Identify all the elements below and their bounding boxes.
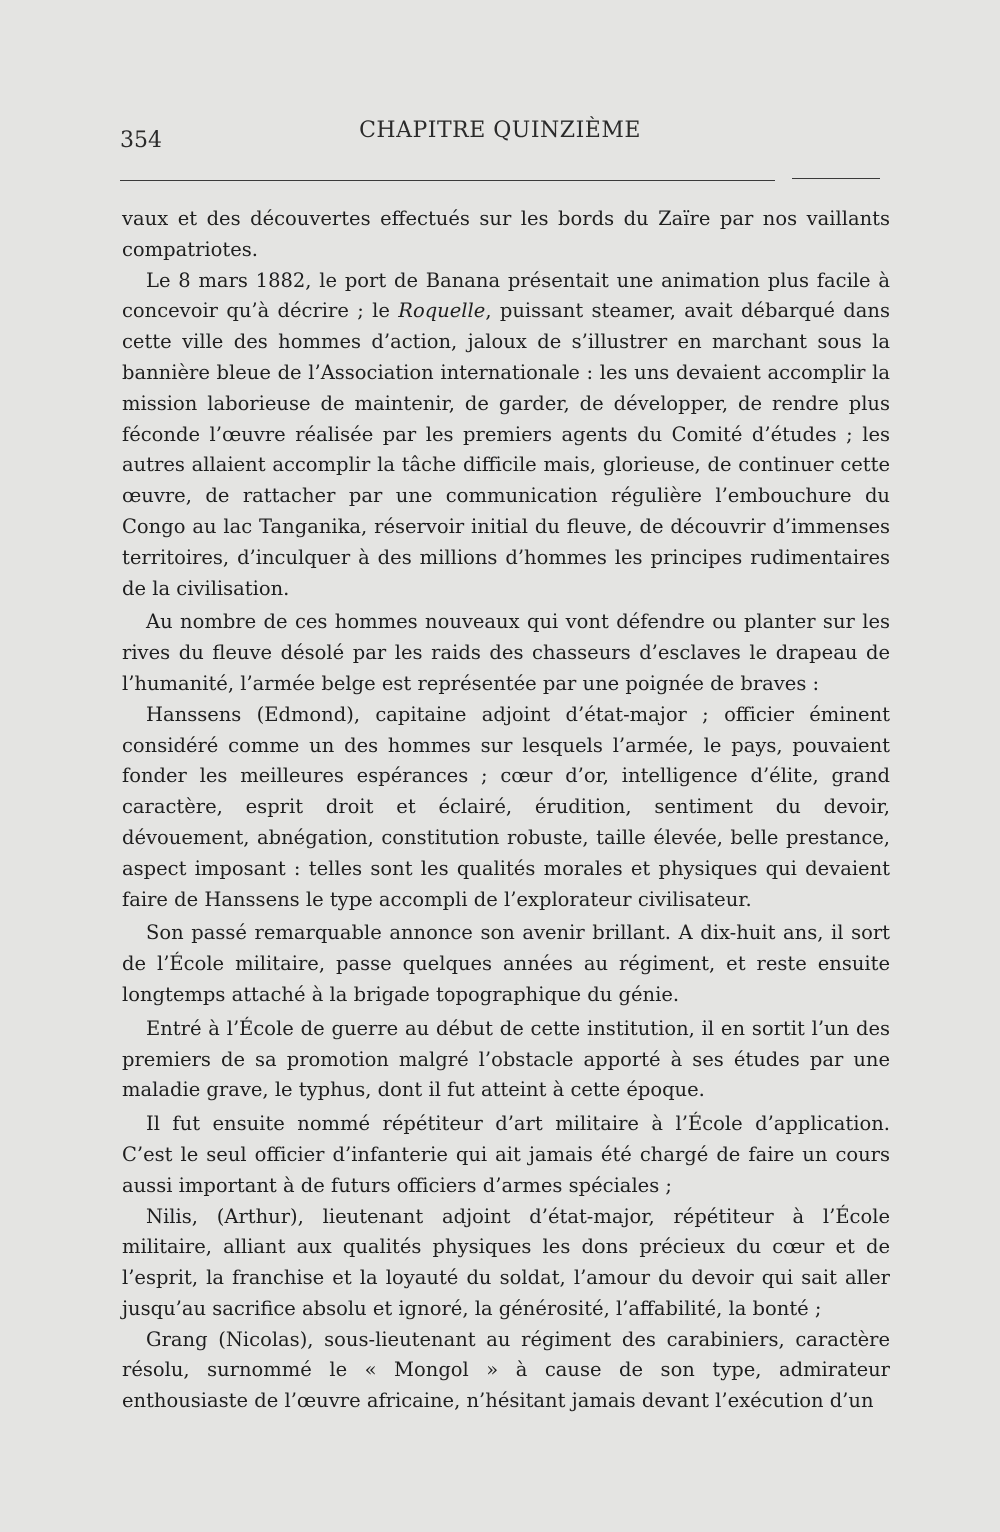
page-number: 354 xyxy=(120,128,162,153)
running-title: CHAPITRE QUINZIÈME xyxy=(359,118,641,143)
ship-name: Roquelle xyxy=(398,299,486,323)
paragraph-ecole-de-guerre: Entré à l’École de guerre au début de cette institution, il en sortit l’un des premiers de sa promotion malgré l’obstacle apporté à ses études par une maladie grave, le typhus, dont il fut atteint à cette époque. xyxy=(122,1016,890,1102)
paragraph-past: Son passé remarquable annonce son avenir brillant. A dix-huit ans, il sort de l’École militaire, passe quelques années au régiment, et reste ensuite longtemps attaché à la brigade topographique du génie. xyxy=(122,921,890,1006)
header-rule-short xyxy=(792,178,880,179)
paragraph-new-men: Au nombre de ces hommes nouveaux qui vont défendre ou planter sur les rives du fleuve désolé par les raids des chasseurs d’esclaves le drapeau de l’humanité, l’armée belge est représentée par une poignée de braves : xyxy=(122,610,890,695)
paragraph-grang: Grang (Nicolas), sous-lieutenant au régiment des carabiniers, caractère résolu, surnommé le « Mongol » à cause de son type, admirateur enthousiaste de l’œuvre africaine, n’hésitant jamais devant l’exécution d’un xyxy=(122,1327,890,1413)
paragraph-text: Le 8 mars 1882, le port de Banana présentait une animation plus facile à concevoir qu’à décrire ; le xyxy=(122,268,890,323)
header-rule xyxy=(120,180,775,181)
paragraph-text: , puissant steamer, avait débarqué dans cette ville des hommes d’action, jaloux de s’illustrer en marchant sous la bannière bleue de l’Association internationale : les uns devaient accomplir la mission laborieuse de maintenir, de garder, de développer, de rendre plus féconde l’œuvre réalisée par les premiers agents du Comité d’études ; les autres allaient accomplir la tâche difficile mais, glorieuse, de continuer cette œuvre, de rattacher par une communication régulière l’embouchure du Congo au lac Tanganika, réservoir initial du fleuve, de découvrir d’immenses territoires, d’inculquer à des millions d’hommes les principes rudimentaires de la civilisation. xyxy=(122,299,890,600)
paragraph-nilis: Nilis, (Arthur), lieutenant adjoint d’état-major, répétiteur à l’École militaire, alliant aux qualités physiques les dons précieux du cœur et de l’esprit, la franchise et la loyauté du soldat, l’amour du devoir qui sait aller jusqu’au sacrifice absolu et ignoré, la générosité, l’affabilité, la bonté ; xyxy=(122,1204,890,1320)
paragraph-continuation: vaux et des découvertes effectués sur les bords du Zaïre par nos vaillants compatriotes. xyxy=(122,207,890,261)
paragraph-hanssens: Hanssens (Edmond), capitaine adjoint d’état-major ; officier éminent considéré comme un des hommes sur lesquels l’armée, le pays, pouvaient fonder les meilleures espérances ; cœur d’or, intelligence d’élite, grand caractère, esprit droit et éclairé, érudition, sentiment du devoir, dévouement, abnégation, constitution robuste, taille élevée, belle prestance, aspect imposant : telles sont les qualités morales et physiques qui devaient faire de Hanssens le type accompli de l’explorateur civilisateur. xyxy=(122,702,890,911)
paragraph-repetiteur: Il fut ensuite nommé répétiteur d’art militaire à l’École d’application. C’est le seul officier d’infanterie qui ait jamais été chargé de faire un cours aussi important à de futurs officiers d’armes spéciales ; xyxy=(122,1112,890,1197)
paragraph-banana-port xyxy=(122,266,890,605)
body-text xyxy=(122,204,890,1417)
